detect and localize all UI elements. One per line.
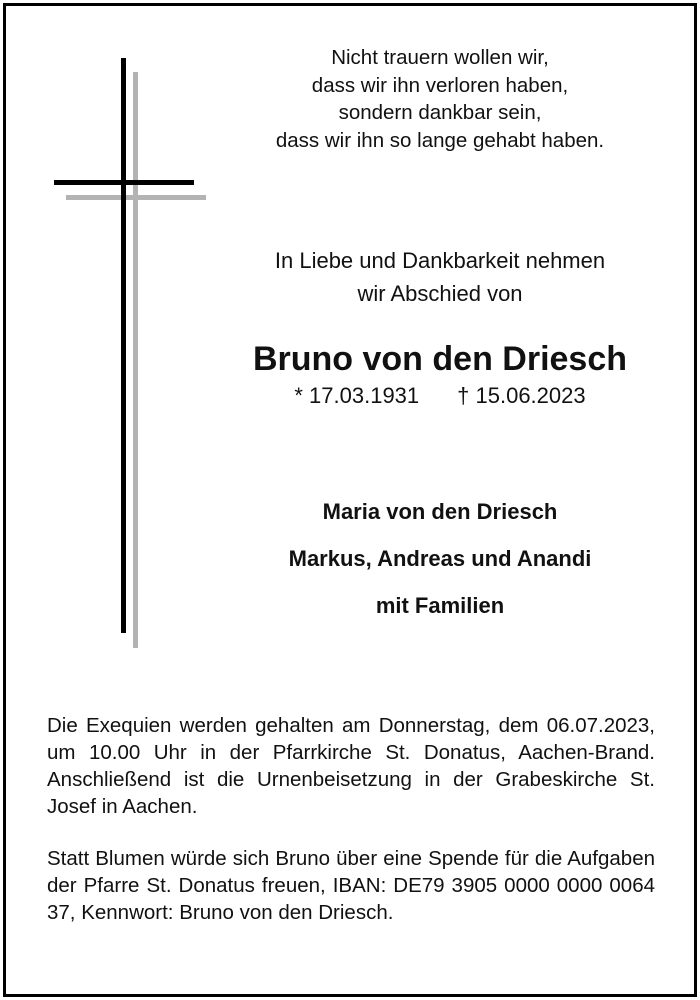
poem xyxy=(230,44,650,154)
donation-notice: Statt Blumen würde sich Bruno über eine Spende für die Aufgaben der Pfarre St. Donatus freuen, IBAN: DE79 3905 0000 0000 0064 37, Kennwort: Bruno von den Driesch. xyxy=(47,847,655,924)
life-dates xyxy=(230,381,650,411)
poem-line: sondern dankbar sein, xyxy=(338,101,542,124)
cross-horizontal xyxy=(54,180,194,185)
deceased-name: Bruno von den Driesch xyxy=(252,340,628,378)
mourner-line: Markus, Andreas und Anandi xyxy=(288,546,592,571)
mourners xyxy=(230,488,650,629)
mourner-line: mit Familien xyxy=(375,593,505,618)
cross-shadow-horizontal xyxy=(66,195,206,200)
mourner-line: Maria von den Driesch xyxy=(322,499,558,524)
poem-line: Nicht trauern wollen wir, xyxy=(331,46,549,69)
poem-line: dass wir ihn so lange gehabt haben. xyxy=(275,128,605,152)
intro-line: In Liebe und Dankbarkeit nehmen xyxy=(274,248,606,273)
death-date: † 15.06.2023 xyxy=(457,383,586,408)
service-notice: Die Exequien werden gehalten am Donnerstag, dem 06.07.2023, um 10.00 Uhr in der Pfarrkirche St. Donatus, Aachen-Brand. Anschließend ist die Urnenbeisetzung in der Grabeskirche St. Josef in Aachen. xyxy=(47,714,655,818)
birth-date: * 17.03.1931 xyxy=(294,383,420,408)
cross-shadow-vertical xyxy=(133,72,138,648)
intro-line: wir Abschied von xyxy=(357,281,523,306)
farewell-intro xyxy=(230,244,650,310)
poem-line: dass wir ihn verloren haben, xyxy=(311,73,569,97)
cross-vertical xyxy=(121,58,126,633)
